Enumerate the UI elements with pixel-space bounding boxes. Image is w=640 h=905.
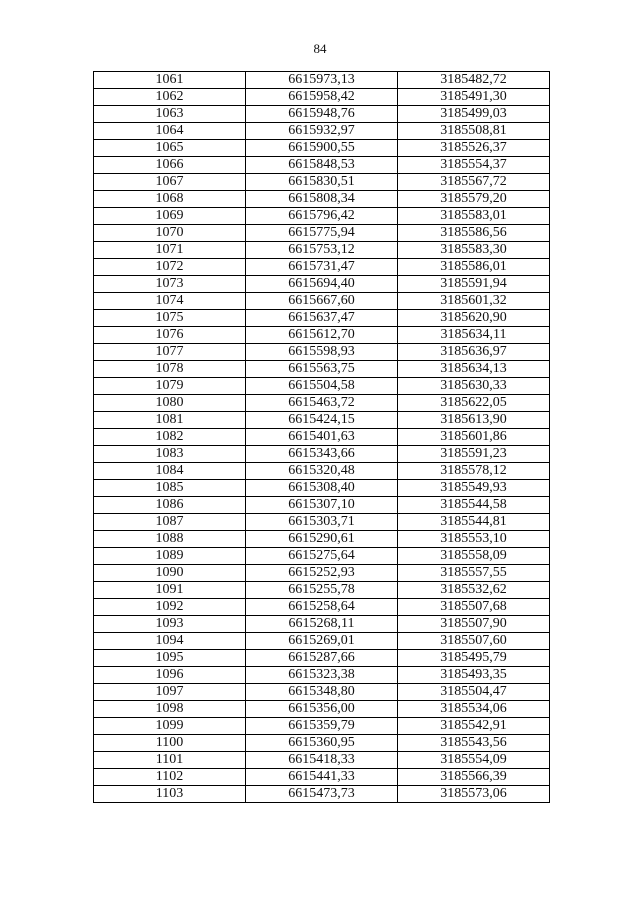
y-coordinate-cell: 3185526,37 — [398, 140, 550, 157]
table-row — [94, 140, 550, 157]
y-coordinate-cell: 3185542,91 — [398, 718, 550, 735]
x-coordinate-cell: 6615441,33 — [246, 769, 398, 786]
table-row — [94, 735, 550, 752]
y-coordinate-cell: 3185554,37 — [398, 157, 550, 174]
x-coordinate-cell: 6615830,51 — [246, 174, 398, 191]
table-row — [94, 446, 550, 463]
table-row — [94, 123, 550, 140]
table-row — [94, 72, 550, 89]
x-coordinate-cell: 6615796,42 — [246, 208, 398, 225]
point-number-cell: 1100 — [94, 735, 246, 752]
x-coordinate-cell: 6615287,66 — [246, 650, 398, 667]
y-coordinate-cell: 3185507,68 — [398, 599, 550, 616]
x-coordinate-cell: 6615694,40 — [246, 276, 398, 293]
table-row — [94, 344, 550, 361]
y-coordinate-cell: 3185586,56 — [398, 225, 550, 242]
table-row — [94, 514, 550, 531]
y-coordinate-cell: 3185578,12 — [398, 463, 550, 480]
table-row — [94, 582, 550, 599]
x-coordinate-cell: 6615775,94 — [246, 225, 398, 242]
point-number-cell: 1091 — [94, 582, 246, 599]
point-number-cell: 1083 — [94, 446, 246, 463]
table-row — [94, 259, 550, 276]
point-number-cell: 1066 — [94, 157, 246, 174]
point-number-cell: 1094 — [94, 633, 246, 650]
point-number-cell: 1062 — [94, 89, 246, 106]
point-number-cell: 1069 — [94, 208, 246, 225]
y-coordinate-cell: 3185543,56 — [398, 735, 550, 752]
x-coordinate-cell: 6615958,42 — [246, 89, 398, 106]
point-number-cell: 1080 — [94, 395, 246, 412]
y-coordinate-cell: 3185549,93 — [398, 480, 550, 497]
point-number-cell: 1064 — [94, 123, 246, 140]
point-number-cell: 1103 — [94, 786, 246, 803]
x-coordinate-cell: 6615424,15 — [246, 412, 398, 429]
table-row — [94, 242, 550, 259]
table-row — [94, 361, 550, 378]
table-row — [94, 89, 550, 106]
x-coordinate-cell: 6615290,61 — [246, 531, 398, 548]
point-number-cell: 1101 — [94, 752, 246, 769]
y-coordinate-cell: 3185573,06 — [398, 786, 550, 803]
y-coordinate-cell: 3185493,35 — [398, 667, 550, 684]
y-coordinate-cell: 3185554,09 — [398, 752, 550, 769]
y-coordinate-cell: 3185583,30 — [398, 242, 550, 259]
y-coordinate-cell: 3185544,81 — [398, 514, 550, 531]
table-row — [94, 769, 550, 786]
table-row — [94, 191, 550, 208]
y-coordinate-cell: 3185622,05 — [398, 395, 550, 412]
x-coordinate-cell: 6615808,34 — [246, 191, 398, 208]
x-coordinate-cell: 6615303,71 — [246, 514, 398, 531]
y-coordinate-cell: 3185491,30 — [398, 89, 550, 106]
table-row — [94, 395, 550, 412]
y-coordinate-cell: 3185583,01 — [398, 208, 550, 225]
table-row — [94, 463, 550, 480]
coordinates-table — [93, 71, 550, 803]
table-row — [94, 412, 550, 429]
y-coordinate-cell: 3185567,72 — [398, 174, 550, 191]
y-coordinate-cell: 3185634,13 — [398, 361, 550, 378]
x-coordinate-cell: 6615360,95 — [246, 735, 398, 752]
table-row — [94, 616, 550, 633]
x-coordinate-cell: 6615932,97 — [246, 123, 398, 140]
point-number-cell: 1084 — [94, 463, 246, 480]
x-coordinate-cell: 6615275,64 — [246, 548, 398, 565]
y-coordinate-cell: 3185558,09 — [398, 548, 550, 565]
y-coordinate-cell: 3185495,79 — [398, 650, 550, 667]
point-number-cell: 1088 — [94, 531, 246, 548]
table-row — [94, 684, 550, 701]
table-row — [94, 174, 550, 191]
table-row — [94, 310, 550, 327]
point-number-cell: 1070 — [94, 225, 246, 242]
point-number-cell: 1081 — [94, 412, 246, 429]
point-number-cell: 1073 — [94, 276, 246, 293]
x-coordinate-cell: 6615473,73 — [246, 786, 398, 803]
table-row — [94, 633, 550, 650]
table-row — [94, 565, 550, 582]
point-number-cell: 1092 — [94, 599, 246, 616]
table-row — [94, 429, 550, 446]
point-number-cell: 1076 — [94, 327, 246, 344]
x-coordinate-cell: 6615258,64 — [246, 599, 398, 616]
table-row — [94, 276, 550, 293]
y-coordinate-cell: 3185557,55 — [398, 565, 550, 582]
point-number-cell: 1086 — [94, 497, 246, 514]
point-number-cell: 1074 — [94, 293, 246, 310]
table-row — [94, 293, 550, 310]
x-coordinate-cell: 6615900,55 — [246, 140, 398, 157]
point-number-cell: 1093 — [94, 616, 246, 633]
point-number-cell: 1067 — [94, 174, 246, 191]
x-coordinate-cell: 6615356,00 — [246, 701, 398, 718]
point-number-cell: 1061 — [94, 72, 246, 89]
x-coordinate-cell: 6615401,63 — [246, 429, 398, 446]
table-row — [94, 531, 550, 548]
table-row — [94, 480, 550, 497]
x-coordinate-cell: 6615323,38 — [246, 667, 398, 684]
table-row — [94, 157, 550, 174]
y-coordinate-cell: 3185630,33 — [398, 378, 550, 395]
y-coordinate-cell: 3185534,06 — [398, 701, 550, 718]
x-coordinate-cell: 6615418,33 — [246, 752, 398, 769]
point-number-cell: 1077 — [94, 344, 246, 361]
point-number-cell: 1097 — [94, 684, 246, 701]
point-number-cell: 1071 — [94, 242, 246, 259]
y-coordinate-cell: 3185579,20 — [398, 191, 550, 208]
y-coordinate-cell: 3185499,03 — [398, 106, 550, 123]
table-row — [94, 650, 550, 667]
y-coordinate-cell: 3185601,32 — [398, 293, 550, 310]
x-coordinate-cell: 6615463,72 — [246, 395, 398, 412]
x-coordinate-cell: 6615269,01 — [246, 633, 398, 650]
point-number-cell: 1090 — [94, 565, 246, 582]
table-row — [94, 225, 550, 242]
point-number-cell: 1068 — [94, 191, 246, 208]
point-number-cell: 1065 — [94, 140, 246, 157]
point-number-cell: 1099 — [94, 718, 246, 735]
y-coordinate-cell: 3185636,97 — [398, 344, 550, 361]
x-coordinate-cell: 6615504,58 — [246, 378, 398, 395]
point-number-cell: 1082 — [94, 429, 246, 446]
x-coordinate-cell: 6615252,93 — [246, 565, 398, 582]
table-row — [94, 718, 550, 735]
table-row — [94, 327, 550, 344]
point-number-cell: 1087 — [94, 514, 246, 531]
x-coordinate-cell: 6615359,79 — [246, 718, 398, 735]
x-coordinate-cell: 6615753,12 — [246, 242, 398, 259]
table-row — [94, 106, 550, 123]
y-coordinate-cell: 3185544,58 — [398, 497, 550, 514]
x-coordinate-cell: 6615343,66 — [246, 446, 398, 463]
y-coordinate-cell: 3185620,90 — [398, 310, 550, 327]
x-coordinate-cell: 6615307,10 — [246, 497, 398, 514]
table-row — [94, 378, 550, 395]
point-number-cell: 1079 — [94, 378, 246, 395]
x-coordinate-cell: 6615563,75 — [246, 361, 398, 378]
x-coordinate-cell: 6615255,78 — [246, 582, 398, 599]
point-number-cell: 1075 — [94, 310, 246, 327]
y-coordinate-cell: 3185566,39 — [398, 769, 550, 786]
table-row — [94, 599, 550, 616]
y-coordinate-cell: 3185634,11 — [398, 327, 550, 344]
y-coordinate-cell: 3185508,81 — [398, 123, 550, 140]
x-coordinate-cell: 6615348,80 — [246, 684, 398, 701]
point-number-cell: 1085 — [94, 480, 246, 497]
x-coordinate-cell: 6615637,47 — [246, 310, 398, 327]
x-coordinate-cell: 6615320,48 — [246, 463, 398, 480]
x-coordinate-cell: 6615667,60 — [246, 293, 398, 310]
point-number-cell: 1072 — [94, 259, 246, 276]
x-coordinate-cell: 6615973,13 — [246, 72, 398, 89]
x-coordinate-cell: 6615598,93 — [246, 344, 398, 361]
point-number-cell: 1095 — [94, 650, 246, 667]
table-row — [94, 786, 550, 803]
table-row — [94, 701, 550, 718]
point-number-cell: 1102 — [94, 769, 246, 786]
y-coordinate-cell: 3185613,90 — [398, 412, 550, 429]
y-coordinate-cell: 3185591,23 — [398, 446, 550, 463]
y-coordinate-cell: 3185507,90 — [398, 616, 550, 633]
point-number-cell: 1063 — [94, 106, 246, 123]
table-row — [94, 497, 550, 514]
y-coordinate-cell: 3185591,94 — [398, 276, 550, 293]
table-row — [94, 548, 550, 565]
y-coordinate-cell: 3185553,10 — [398, 531, 550, 548]
y-coordinate-cell: 3185586,01 — [398, 259, 550, 276]
x-coordinate-cell: 6615268,11 — [246, 616, 398, 633]
x-coordinate-cell: 6615848,53 — [246, 157, 398, 174]
x-coordinate-cell: 6615731,47 — [246, 259, 398, 276]
x-coordinate-cell: 6615308,40 — [246, 480, 398, 497]
point-number-cell: 1096 — [94, 667, 246, 684]
table-row — [94, 667, 550, 684]
coordinates-table-body — [94, 72, 550, 803]
y-coordinate-cell: 3185482,72 — [398, 72, 550, 89]
point-number-cell: 1089 — [94, 548, 246, 565]
table-row — [94, 752, 550, 769]
y-coordinate-cell: 3185507,60 — [398, 633, 550, 650]
y-coordinate-cell: 3185504,47 — [398, 684, 550, 701]
page-number: 84 — [313, 41, 327, 56]
point-number-cell: 1078 — [94, 361, 246, 378]
x-coordinate-cell: 6615612,70 — [246, 327, 398, 344]
y-coordinate-cell: 3185601,86 — [398, 429, 550, 446]
table-row — [94, 208, 550, 225]
y-coordinate-cell: 3185532,62 — [398, 582, 550, 599]
point-number-cell: 1098 — [94, 701, 246, 718]
x-coordinate-cell: 6615948,76 — [246, 106, 398, 123]
